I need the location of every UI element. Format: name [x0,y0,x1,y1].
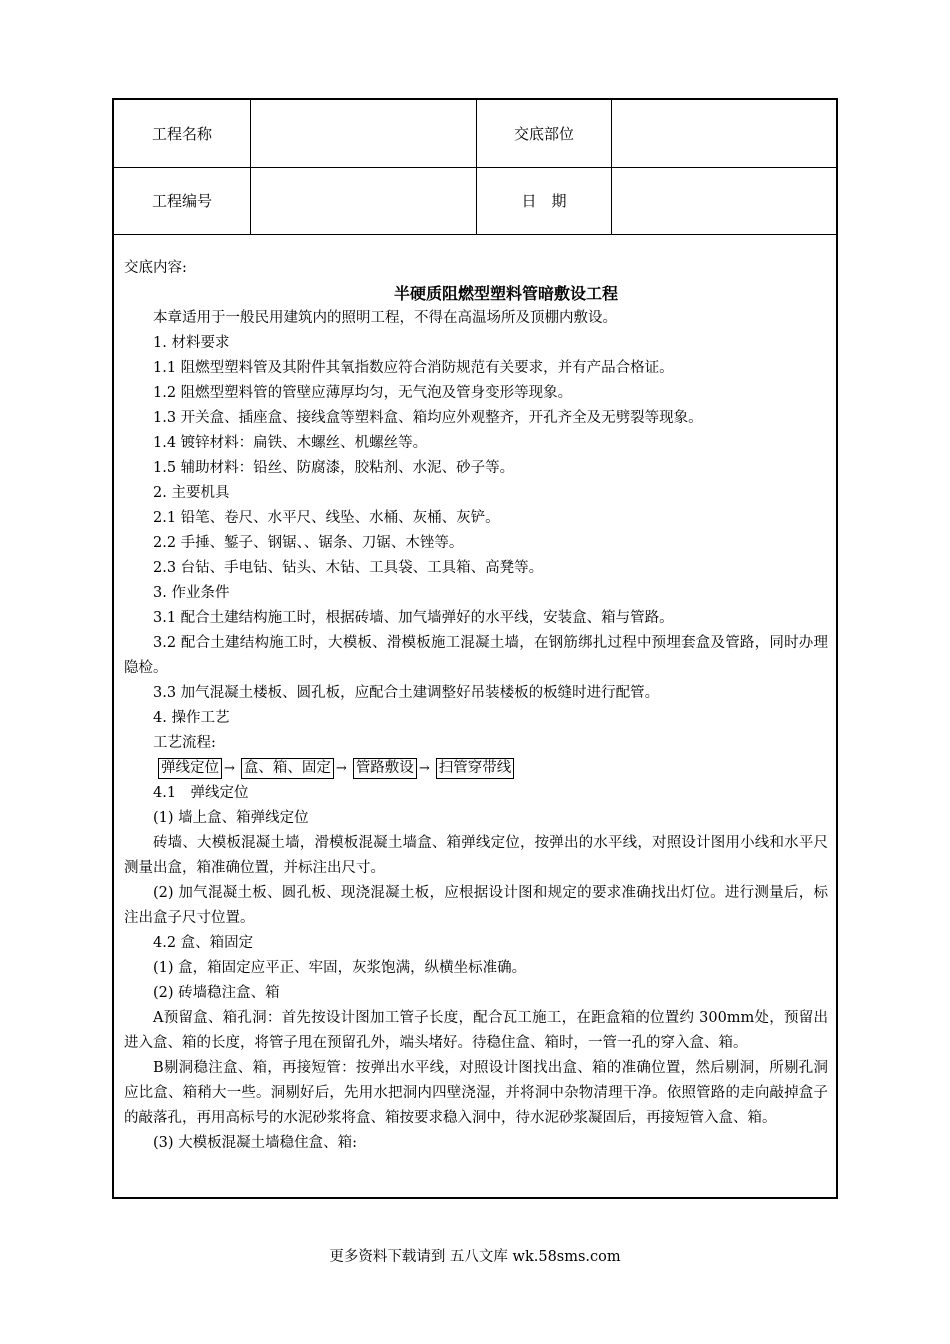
text-line: 3.3 加气混凝土楼板、圆孔板，应配合土建调整好吊装楼板的板缝时进行配管。 [153,685,660,701]
handover-form [112,98,838,1199]
text-line: 3.1 配合土建结构施工时，根据砖墙、加气墙弹好的水平线，安装盒、箱与管路。 [153,610,674,626]
paragraph-3-2: 3.2 配合土建结构施工时，大模板、滑模板施工混凝土墙，在钢筋绑扎过程中预埋套盒及管路，同时办理隐检。 [124,635,828,676]
text-line: 1. 材料要求 [153,335,230,351]
text-line: (1) 盒，箱固定应平正、牢固，灰浆饱满，纵横坐标准确。 [153,960,527,976]
text-line: 4.2 盒、箱固定 [153,935,254,951]
text-line: (2) 砖墙稳注盒、箱 [153,985,280,1001]
text-line: 4. 操作工艺 [153,710,230,726]
content-label: 交底内容: [124,260,187,276]
text-line: 3. 作业条件 [153,585,230,601]
text-line: 2. 主要机具 [153,485,230,501]
handover-content [124,246,828,1156]
flow-step: 管路敷设 [353,758,417,779]
handover-part-label: 交底部位 [513,125,574,143]
project-no-label: 工程编号 [151,192,212,210]
divider [611,100,612,234]
paragraph: A预留盒、箱孔洞：首先按设计图加工管子长度，配合瓦工施工，在距盒箱的位置约 300mm处，预留出进入盒、箱的长度，将管子甩在预留孔外，端头堵好。待稳住盒、箱时，一管一孔的穿入盒、箱。 [124,1010,828,1051]
process-flow [124,756,828,781]
paragraph: 砖墙、大模板混凝土墙，滑模板混凝土墙盒、箱弹线定位，按弹出的水平线，对照设计图用小线和水平尺测量出盒，箱准确位置，并标注出尺寸。 [124,835,828,876]
arrow-right-icon: → [418,761,430,776]
project-name-value [251,100,476,167]
divider [476,100,477,234]
flow-step: 盒、箱、固定 [241,758,334,779]
paragraph: (2) 加气混凝土板、圆孔板、现浇混凝土板，应根据设计图和规定的要求准确找出灯位。进行测量后，标注出盒子尺寸位置。 [124,885,828,926]
text-line: 4.1 弹线定位 [153,785,249,801]
header-row-1 [114,100,836,168]
flow-step: 扫管穿带线 [436,758,515,779]
arrow-right-icon: → [224,761,235,776]
header-row-2 [114,167,836,235]
paragraph: B剔洞稳注盒、箱，再接短管：按弹出水平线，对照设计图找出盒、箱的准确位置，然后剔洞，所剔孔洞应比盒、箱稍大一些。洞剔好后，先用水把洞内四壁浇湿，并将洞中杂物清理干净。依照管路的走向敲掉盒子的敲落孔，再用高标号的水泥砂浆将盒、箱按要求稳入洞中，待水泥砂浆凝固后，再接短管入盒、箱。 [124,1060,828,1126]
project-name-label: 工程名称 [151,125,212,143]
footer-text: 更多资料下载请到 五八文库 wk.58sms.com [329,1249,621,1265]
document-title: 半硬质阻燃型塑料管暗敷设工程 [393,284,618,303]
text-line: 1.1 阻燃型塑料管及其附件其氧指数应符合消防规范有关要求，并有产品合格证。 [153,360,674,376]
text-line: (1) 墙上盒、箱弹线定位 [153,810,309,826]
text-line: 1.4 镀锌材料：扁铁、木螺丝、机螺丝等。 [153,435,428,451]
date-label: 日 期 [521,192,567,210]
text-line: 1.5 辅助材料：铅丝、防腐漆，胶粘剂、水泥、砂子等。 [153,460,515,476]
text-line: 2.2 手捶、錾子、钢锯、、锯条、刀锯、木锉等。 [153,535,464,551]
divider [250,100,251,234]
text-line: (3) 大模板混凝土墙稳住盒、箱: [153,1135,358,1151]
text-line: 1.2 阻燃型塑料管的管壁应薄厚均匀，无气泡及管身变形等现象。 [153,385,573,401]
project-no-value [251,167,476,234]
date-value [612,167,836,234]
intro-text: 本章适用于一般民用建筑内的照明工程，不得在高温场所及顶棚内敷设。 [153,310,617,326]
handover-part-value [612,100,836,167]
arrow-right-icon: → [335,761,347,776]
text-line: 1.3 开关盒、插座盒、接线盒等塑料盒、箱均应外观整齐，开孔齐全及无劈裂等现象。 [153,410,703,426]
flow-step: 弹线定位 [158,758,222,779]
text-line: 2.1 铅笔、卷尺、水平尺、线坠、水桶、灰桶、灰铲。 [153,510,500,526]
flow-label: 工艺流程: [153,735,216,751]
text-line: 2.3 台钻、手电钻、钻头、木钻、工具袋、工具箱、高凳等。 [153,560,544,576]
